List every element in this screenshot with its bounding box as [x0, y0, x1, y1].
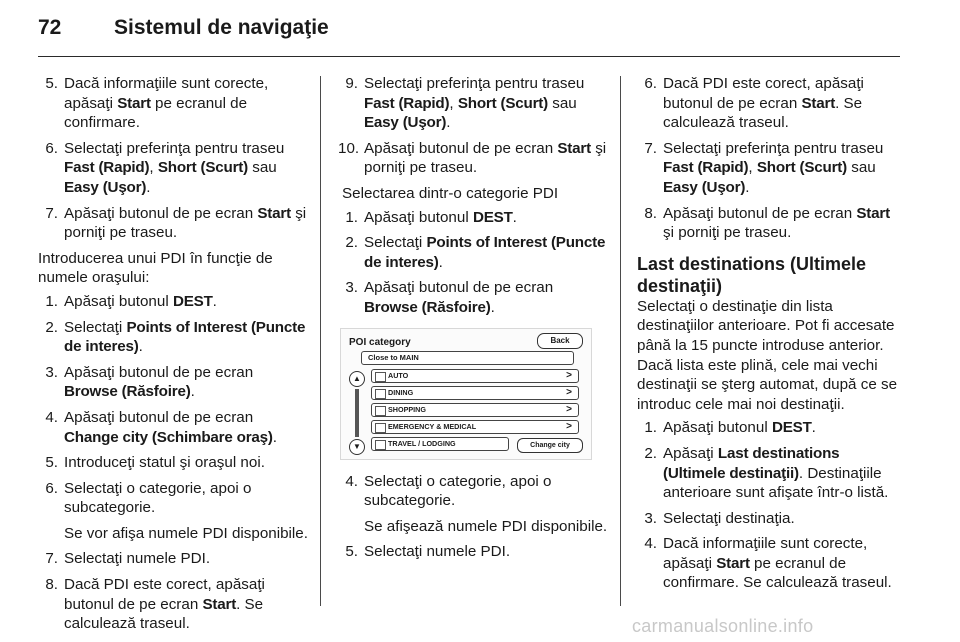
column-divider [620, 76, 621, 606]
category-icon [375, 372, 386, 382]
scroll-down-icon[interactable]: ▼ [349, 439, 365, 455]
scroll-up-icon[interactable]: ▲ [349, 371, 365, 387]
list-item [38, 453, 310, 473]
item-number: 10. [338, 139, 360, 157]
scroll-rail[interactable] [349, 371, 365, 455]
watermark: carmanualsonline.info [632, 616, 814, 636]
category-label: EMERGENCY & MEDICAL [388, 421, 477, 431]
close-to-main-button[interactable]: Close to MAIN [361, 351, 574, 365]
item-number: 1. [345, 208, 358, 226]
list-item [637, 509, 905, 529]
item-text: Apăsaţi butonul de pe ecran Change city (Schimbare oraş). [64, 408, 278, 446]
item-subtext: Se vor afişa numele PDI disponibile. [64, 524, 308, 542]
change-city-button[interactable]: Change city [517, 438, 583, 453]
list-item [38, 318, 310, 357]
item-text: Apăsaţi butonul de pe ecran Start şi porniţi pe traseu. [663, 204, 890, 242]
list-item [38, 479, 310, 544]
list-c [338, 472, 610, 562]
item-number: 6. [45, 139, 58, 157]
item-number: 6. [644, 75, 657, 92]
category-icon [375, 440, 386, 450]
page-title: Sistemul de navigaţie [114, 16, 329, 39]
item-text: Selectaţi o categorie, apoi o subcategorie. [364, 472, 552, 510]
list-item [38, 204, 310, 243]
item-text: Selectaţi preferinţa pentru traseu Fast (Rapid), Short (Scurt) sau Easy (Uşor). [663, 139, 884, 196]
item-text: Selectaţi numele PDI. [364, 543, 511, 561]
chevron-right-icon: > [566, 403, 572, 415]
category-icon [375, 406, 386, 416]
item-text: Selectaţi Points of Interest (Puncte de interes). [364, 234, 606, 271]
list-item [338, 74, 610, 133]
item-number: 7. [644, 139, 657, 157]
category-row-dining[interactable] [371, 386, 579, 400]
intro-text: Selectaţi o destinaţie din lista destinaţiilor anterioare. Pot fi accesate până la 15 puncte introduse anterior. Dacă lista este plină, cele mai vechi destinaţii se şterg automat, după ce se introduc cele mai noi destinaţii. [637, 297, 898, 413]
category-label: SHOPPING [388, 404, 426, 414]
list-item [637, 74, 905, 133]
item-number: 3. [644, 509, 657, 527]
item-text: Selectaţi Points of Interest (Puncte de interes). [64, 318, 306, 356]
item-number: 7. [45, 550, 58, 568]
item-number: 1. [45, 292, 58, 310]
item-text: Apăsaţi butonul DEST. [663, 419, 816, 437]
category-label: AUTO [388, 370, 409, 380]
back-button[interactable]: Back [537, 333, 583, 349]
header-rule [38, 56, 900, 57]
category-row-shopping[interactable] [371, 403, 579, 417]
section-heading: Last destinations (Ultimele destinaţii) [637, 253, 867, 296]
item-text: Apăsaţi butonul DEST. [364, 208, 517, 226]
category-label: DINING [388, 387, 414, 397]
list-item [38, 363, 310, 402]
item-text: Apăsaţi butonul DEST. [64, 292, 217, 310]
item-text: Selectaţi numele PDI. [64, 550, 211, 568]
item-text: Selectaţi destinaţia. [663, 509, 795, 527]
list-item [637, 418, 905, 438]
item-text: Dacă informaţiile sunt corecte, apăsaţi Start pe ecranul de confirmare. Se calculează traseul. [663, 535, 892, 592]
category-icon [375, 423, 386, 433]
item-number: 3. [45, 363, 58, 381]
list-a [637, 74, 905, 243]
item-text: Apăsaţi butonul de pe ecran Browse (Răsfoire). [64, 363, 254, 401]
item-text: Dacă informaţiile sunt corecte, apăsaţi Start pe ecranul de confirmare. [64, 75, 269, 132]
item-number: 5. [45, 75, 58, 92]
category-row-emergency[interactable] [371, 420, 579, 434]
item-number: 3. [345, 279, 358, 297]
list-item [637, 444, 905, 503]
column-3 [637, 74, 905, 599]
list-item [338, 139, 610, 178]
list-item [38, 292, 310, 312]
item-number: 6. [45, 479, 58, 497]
item-number: 4. [345, 472, 358, 490]
item-number: 5. [45, 454, 58, 472]
page-header [38, 16, 918, 46]
item-text: Selectaţi preferinţa pentru traseu Fast (Rapid), Short (Scurt) sau Easy (Uşor). [64, 139, 285, 196]
category-icon [375, 389, 386, 399]
item-text: Selectaţi o categorie, apoi o subcategorie. [64, 479, 252, 517]
column-divider [320, 76, 321, 606]
item-number: 4. [45, 408, 58, 426]
list-b [338, 208, 610, 318]
list-item [38, 549, 310, 569]
list-a [338, 74, 610, 178]
item-text: Selectaţi preferinţa pentru traseu Fast (Rapid), Short (Scurt) sau Easy (Uşor). [364, 75, 585, 132]
item-text: Dacă PDI este corect, apăsaţi butonul de pe ecran Start. Se calculează traseul. [64, 576, 265, 633]
item-number: 8. [644, 204, 657, 222]
category-row-auto[interactable] [371, 369, 579, 383]
chevron-right-icon: > [566, 420, 572, 432]
poi-category-screen [340, 328, 592, 460]
list-item [637, 139, 905, 198]
list-a [38, 74, 310, 243]
item-number: 2. [45, 318, 58, 336]
column-2 [338, 74, 610, 568]
item-text: Dacă PDI este corect, apăsaţi butonul de pe ecran Start. Se calculează traseul. [663, 75, 864, 132]
column-1 [38, 74, 310, 640]
chevron-right-icon: > [566, 386, 572, 398]
list-item [637, 204, 905, 243]
list-b [637, 418, 905, 593]
item-number: 4. [644, 535, 657, 553]
item-text: Apăsaţi butonul de pe ecran Start şi porniţi pe traseu. [364, 139, 607, 177]
item-number: 7. [45, 204, 58, 222]
screen-title: POI category [349, 336, 411, 348]
item-text: Introduceţi statul şi oraşul noi. [64, 454, 265, 472]
intro-text: Selectarea dintr-o categorie PDI [342, 184, 559, 202]
item-number: 5. [345, 543, 358, 561]
list-item [38, 575, 310, 634]
list-item [637, 534, 905, 593]
list-item [38, 139, 310, 198]
item-number: 9. [345, 75, 358, 92]
list-item [38, 74, 310, 133]
chevron-right-icon: > [566, 369, 572, 381]
item-number: 8. [45, 576, 58, 594]
item-text: Apăsaţi Last destinations (Ultimele destinaţii). Destinaţiile anterioare sunt afişate într-o listă. [663, 444, 889, 502]
item-number: 1. [644, 419, 657, 437]
item-text: Apăsaţi butonul de pe ecran Browse (Răsfoire). [364, 279, 554, 316]
list-b [38, 292, 310, 634]
category-row-travel[interactable] [371, 437, 509, 451]
list-item [38, 408, 310, 447]
scrollbar[interactable] [355, 389, 359, 437]
item-number: 2. [644, 444, 657, 462]
list-item [338, 278, 610, 317]
item-number: 2. [345, 234, 358, 252]
intro-text: Introducerea unui PDI în funcţie de numele oraşului: [38, 249, 273, 287]
list-item [338, 233, 610, 272]
item-subtext: Se afişează numele PDI disponibile. [364, 517, 608, 535]
list-item [338, 472, 610, 537]
page-number: 72 [38, 16, 62, 39]
category-label: TRAVEL / LODGING [388, 438, 456, 448]
list-item [338, 542, 610, 562]
list-item [338, 208, 610, 228]
item-text: Apăsaţi butonul de pe ecran Start şi porniţi pe traseu. [64, 204, 307, 242]
